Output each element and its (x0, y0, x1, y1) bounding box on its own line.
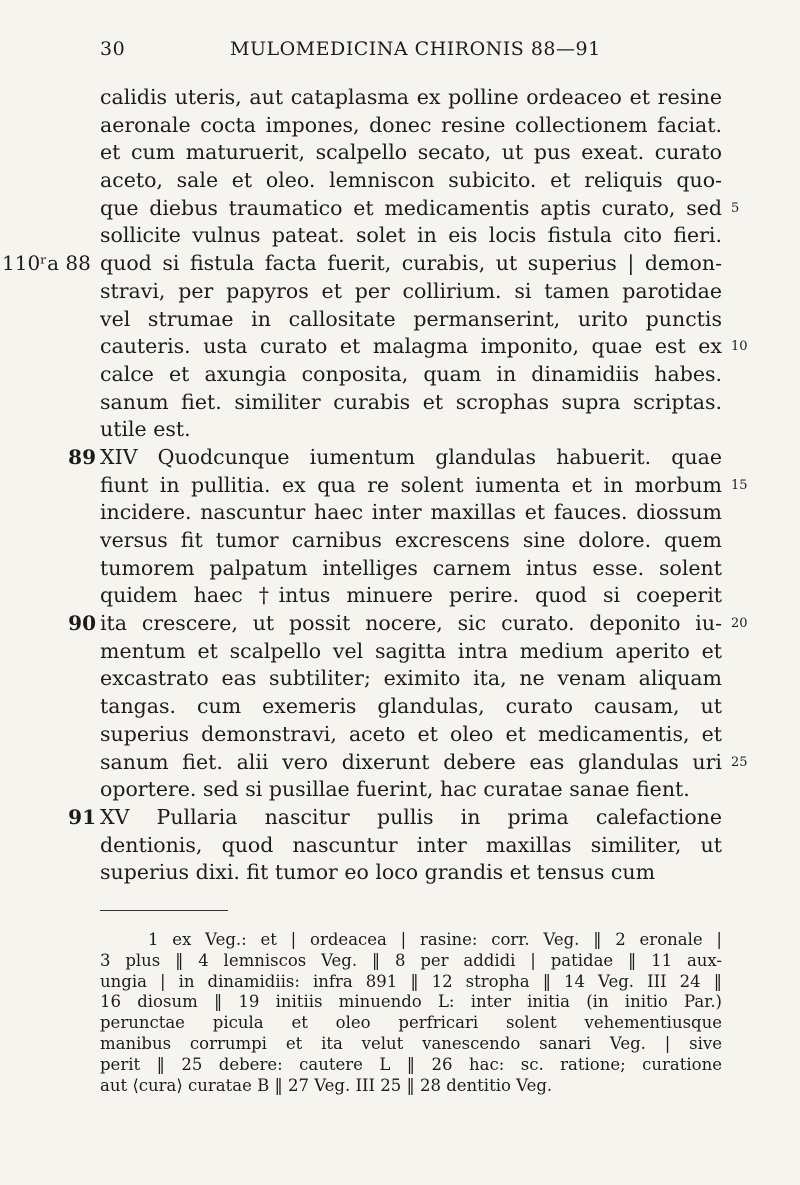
line-text: calidis uteris, aut cataplasma ex polline ordeaceo et resine (100, 85, 722, 109)
line-text: XV Pullaria nascitur pullis in prima calefactione (100, 804, 722, 829)
text-line (0, 665, 800, 693)
line-text: dentionis, quod nascuntur inter maxillas similiter, ut (100, 832, 722, 857)
line-text: aceto, sale et oleo. lemniscon subicito. et reliquis quo- (100, 168, 722, 193)
line-text: tumorem palpatum intelliges carnem intus esse. solent (100, 555, 722, 580)
text-line (0, 582, 800, 610)
footnote-line (0, 930, 800, 951)
line-text: ita crescere, ut possit nocere, sic curato. deponito iu- (100, 611, 722, 636)
footnote-text: 1 ex Veg.: et | ordeacea | rasine: corr. Veg. ‖ 2 eronale | (148, 930, 722, 949)
line-text: tangas. cum exemeris glandulas, curato causam, ut (100, 694, 722, 719)
running-title: MULOMEDICINA CHIRONIS 88—91 (230, 38, 601, 60)
line-text: sanum fiet. alii vero dixerunt debere eas glandulas uri (100, 749, 722, 774)
text-line (0, 721, 800, 749)
line-text: aeronale cocta impones, donec resine collectionem faciat. (100, 112, 722, 137)
line-number: 10 (731, 339, 748, 355)
line-text: oportere. sed si pusillae fuerint, hac curatae sanae fient. (100, 777, 690, 802)
text-line (0, 361, 800, 389)
line-text: mentum et scalpello vel sagitta intra medium aperito et (100, 638, 722, 663)
main-text (0, 84, 800, 887)
text-line (0, 416, 800, 444)
text-line (0, 222, 800, 250)
footnote-text: perit ‖ 25 debere: cautere L ‖ 26 hac: sc. ratione; curatione (100, 1054, 722, 1074)
line-text: stravi, per papyros et per collirium. si tamen parotidae (100, 278, 722, 303)
text-line (0, 306, 800, 334)
text-line (0, 776, 800, 804)
text-line (0, 195, 800, 223)
text-line (0, 250, 800, 278)
footnote-line (0, 992, 800, 1013)
text-line (0, 693, 800, 721)
footnote-line (0, 972, 800, 993)
line-text: excastrato eas subtiliter; eximito ita, ne venam aliquam (100, 666, 722, 691)
footnote-line (0, 1055, 800, 1076)
line-text: XIV Quodcunque iumentum glandulas habuerit. quae (100, 444, 722, 469)
folio-marker: 110ʳa 88 (2, 251, 91, 276)
chapter-number: 91 (68, 804, 96, 829)
text-line (0, 749, 800, 777)
line-number: 25 (731, 754, 748, 770)
page-header (0, 38, 800, 66)
line-text: sanum fiet. similiter curabis et scrophas supra scriptas. (100, 389, 722, 414)
text-line (0, 499, 800, 527)
text-line (0, 610, 800, 638)
text-line (0, 859, 800, 887)
critical-apparatus (0, 930, 800, 1096)
text-line (0, 832, 800, 860)
line-number: 20 (731, 616, 748, 632)
text-line (0, 112, 800, 140)
chapter-number: 90 (68, 611, 96, 636)
footnote-text: perunctae picula et oleo perfricari solent vehementiusque (100, 1013, 722, 1033)
line-text: sollicite vulnus pateat. solet in eis locis fistula cito fieri. (100, 223, 722, 248)
footnote-line (0, 1034, 800, 1055)
text-line (0, 278, 800, 306)
footnote-line (0, 1013, 800, 1034)
text-line (0, 167, 800, 195)
line-text: et cum maturuerit, scalpello secato, ut pus exeat. curato (100, 140, 722, 165)
text-line (0, 804, 800, 832)
text-line (0, 84, 800, 112)
footnote-text: manibus corrumpi et ita velut vanescendo sanari Veg. | sive (100, 1033, 722, 1053)
text-line (0, 389, 800, 417)
line-text: vel strumae in callositate permanserint, urito punctis (100, 306, 722, 331)
footnote-rule (100, 910, 228, 911)
text-line (0, 555, 800, 583)
footnote-text: 3 plus ‖ 4 lemniscos Veg. ‖ 8 per addidi | patidae ‖ 11 aux- (100, 950, 722, 970)
chapter-number: 89 (68, 444, 96, 469)
text-line (0, 333, 800, 361)
line-text: que diebus traumatico et medicamentis aptis curato, sed (100, 195, 722, 220)
text-line (0, 638, 800, 666)
footnote-line (0, 951, 800, 972)
line-text: superius demonstravi, aceto et oleo et medicamentis, et (100, 721, 722, 746)
line-text: superius dixi. fit tumor eo loco grandis et tensus cum (100, 860, 656, 885)
footnote-text: aut ⟨cura⟩ curatae B ‖ 27 Veg. III 25 ‖ 28 dentitio Veg. (100, 1075, 553, 1095)
text-line (0, 139, 800, 167)
line-text: versus fit tumor carnibus excrescens sine dolore. quem (100, 528, 722, 552)
line-text: utile est. (100, 417, 191, 442)
text-line (0, 527, 800, 555)
line-text: quidem haec †intus minuere perire. quod si coeperit (100, 583, 722, 608)
line-text: quod si fistula facta fuerit, curabis, ut superius | demon- (100, 251, 722, 276)
line-number: 5 (731, 200, 740, 216)
footnote-text: 16 diosum ‖ 19 initiis minuendo L: inter initia (in initio Par.) (100, 992, 722, 1012)
line-text: calce et axungia conposita, quam in dinamidiis habes. (100, 361, 722, 386)
text-line (0, 444, 800, 472)
footnote-line (0, 1076, 800, 1097)
footnote-text: ungia | in dinamidiis: infra 891 ‖ 12 stropha ‖ 14 Veg. III 24 ‖ (100, 971, 722, 991)
page-number: 30 (100, 38, 126, 60)
text-line (0, 472, 800, 500)
line-number: 15 (731, 477, 748, 493)
line-text: incidere. nascuntur haec inter maxillas et fauces. diossum (100, 500, 722, 525)
line-text: cauteris. usta curato et malagma imponito, quae est ex (100, 334, 722, 359)
line-text: fiunt in pullitia. ex qua re solent iumenta et in morbum (100, 472, 722, 497)
